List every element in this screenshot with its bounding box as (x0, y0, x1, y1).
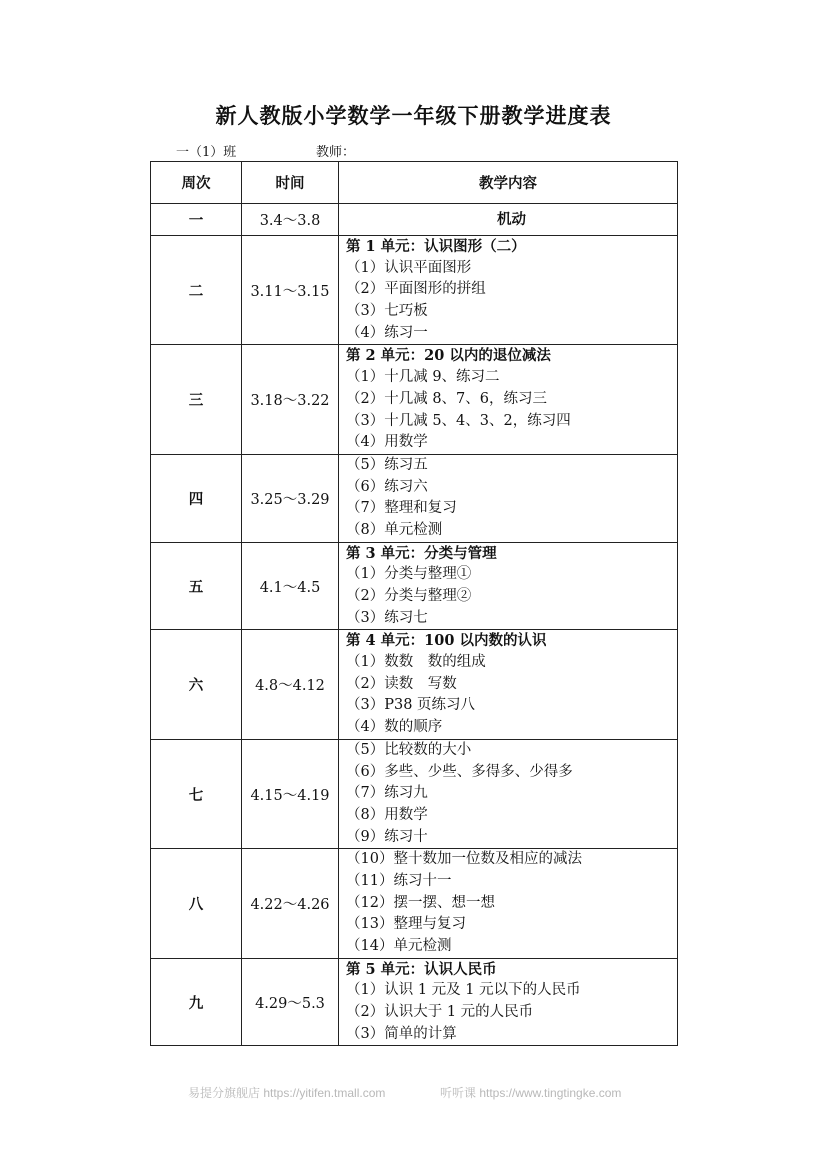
unit-heading: 第 5 单元：认识人民币 (346, 960, 497, 978)
content-cell (339, 542, 678, 630)
unit-heading: 第 1 单元：认识图形（二） (346, 238, 526, 255)
lesson-item: （11）练习十一 (346, 872, 452, 889)
content-cell (339, 236, 678, 345)
lesson-item: （1）认识平面图形 (346, 259, 472, 276)
lesson-item: （4）练习一 (346, 324, 428, 341)
header-content: 教学内容 (339, 162, 678, 204)
table-row (151, 542, 678, 630)
lesson-item: （5）练习五 (346, 456, 428, 473)
lesson-item: （3）练习七 (346, 609, 428, 626)
lesson-item: （13）整理与复习 (346, 916, 466, 933)
lesson-item: （8）用数学 (346, 806, 428, 823)
week-cell: 三 (151, 345, 242, 454)
content-cell (339, 454, 678, 542)
lesson-item: （2）十几减 8、7、6，练习三 (346, 390, 548, 407)
content-cell (339, 630, 678, 739)
time-cell: 3.18～3.22 (242, 345, 339, 454)
content-cell (339, 345, 678, 454)
lesson-item: （5）比较数的大小 (346, 741, 472, 758)
table-row (151, 236, 678, 345)
lesson-item: （2）分类与整理② (346, 588, 472, 604)
teacher-label: 教师： (316, 145, 356, 160)
week-cell: 九 (151, 958, 242, 1046)
week-cell: 四 (151, 454, 242, 542)
week-cell: 六 (151, 630, 242, 739)
unit-heading: 第 2 单元：20 以内的退位减法 (346, 347, 551, 365)
time-cell: 4.1～4.5 (242, 542, 339, 630)
table-row (151, 849, 678, 958)
table-row (151, 958, 678, 1046)
table-header-row (151, 162, 678, 204)
page-title: 新人教版小学数学一年级下册教学进度表 (215, 103, 612, 128)
content-cell (339, 958, 678, 1046)
header-week: 周次 (151, 162, 242, 204)
header-time: 时间 (242, 162, 339, 204)
table-row (151, 345, 678, 454)
content-cell (339, 849, 678, 958)
content-cell (339, 204, 678, 236)
time-cell: 4.22～4.26 (242, 849, 339, 958)
unit-heading: 机动 (497, 210, 526, 228)
week-cell: 一 (151, 204, 242, 236)
week-cell: 七 (151, 739, 242, 848)
lesson-item: （6）多些、少些、多得多、少得多 (346, 763, 573, 780)
time-cell: 3.11～3.15 (242, 236, 339, 345)
week-cell: 五 (151, 542, 242, 630)
time-cell: 3.4～3.8 (242, 204, 339, 236)
lesson-item: （2）认识大于 1 元的人民币 (346, 1004, 534, 1021)
time-cell: 4.8～4.12 (242, 630, 339, 739)
week-cell: 八 (151, 849, 242, 958)
lesson-item: （14）单元检测 (346, 938, 452, 954)
time-cell: 4.29～5.3 (242, 958, 339, 1046)
week-cell: 二 (151, 236, 242, 345)
schedule-table (150, 161, 678, 1046)
lesson-item: （1）分类与整理① (346, 566, 472, 583)
lesson-item: （7）整理和复习 (346, 500, 457, 517)
lesson-item: （10）整十数加一位数及相应的减法 (346, 851, 582, 868)
lesson-item: （3）P38 页练习八 (346, 697, 476, 714)
lesson-item: （3）简单的计算 (346, 1025, 457, 1042)
lesson-item: （9）练习十 (346, 828, 428, 845)
lesson-item: （1）认识 1 元及 1 元以下的人民币 (346, 982, 581, 999)
time-cell: 4.15～4.19 (242, 739, 339, 848)
lesson-item: （1）十几减 9、练习二 (346, 369, 500, 386)
unit-heading: 第 4 单元：100 以内数的认识 (346, 632, 547, 650)
table-row (151, 454, 678, 542)
lesson-item: （4）数的顺序 (346, 719, 443, 736)
footer-watermark-left: 易提分旗舰店 https://yitifen.tmall.com (188, 1086, 386, 1100)
table-row (151, 739, 678, 848)
lesson-item: （3）十几减 5、4、3、2，练习四 (346, 412, 571, 429)
lesson-item: （8）单元检测 (346, 521, 443, 538)
table-row (151, 204, 678, 236)
lesson-item: （1）数数 数的组成 (346, 654, 486, 671)
table-body (151, 204, 678, 1046)
lesson-item: （7）练习九 (346, 785, 428, 802)
footer-watermark-right: 听听课 https://www.tingtingke.com (440, 1086, 622, 1100)
lesson-item: （3）七巧板 (346, 303, 428, 320)
unit-heading: 第 3 单元：分类与管理 (346, 544, 497, 562)
lesson-item: （4）用数学 (346, 434, 428, 451)
lesson-item: （6）练习六 (346, 478, 428, 495)
lesson-item: （2）平面图形的拼组 (346, 281, 486, 298)
lesson-item: （2）读数 写数 (346, 675, 457, 692)
time-cell: 3.25～3.29 (242, 454, 339, 542)
table-row (151, 630, 678, 739)
content-cell (339, 739, 678, 848)
lesson-item: （12）摆一摆、想一想 (346, 894, 495, 911)
class-label: 一（1）班 (176, 145, 237, 160)
